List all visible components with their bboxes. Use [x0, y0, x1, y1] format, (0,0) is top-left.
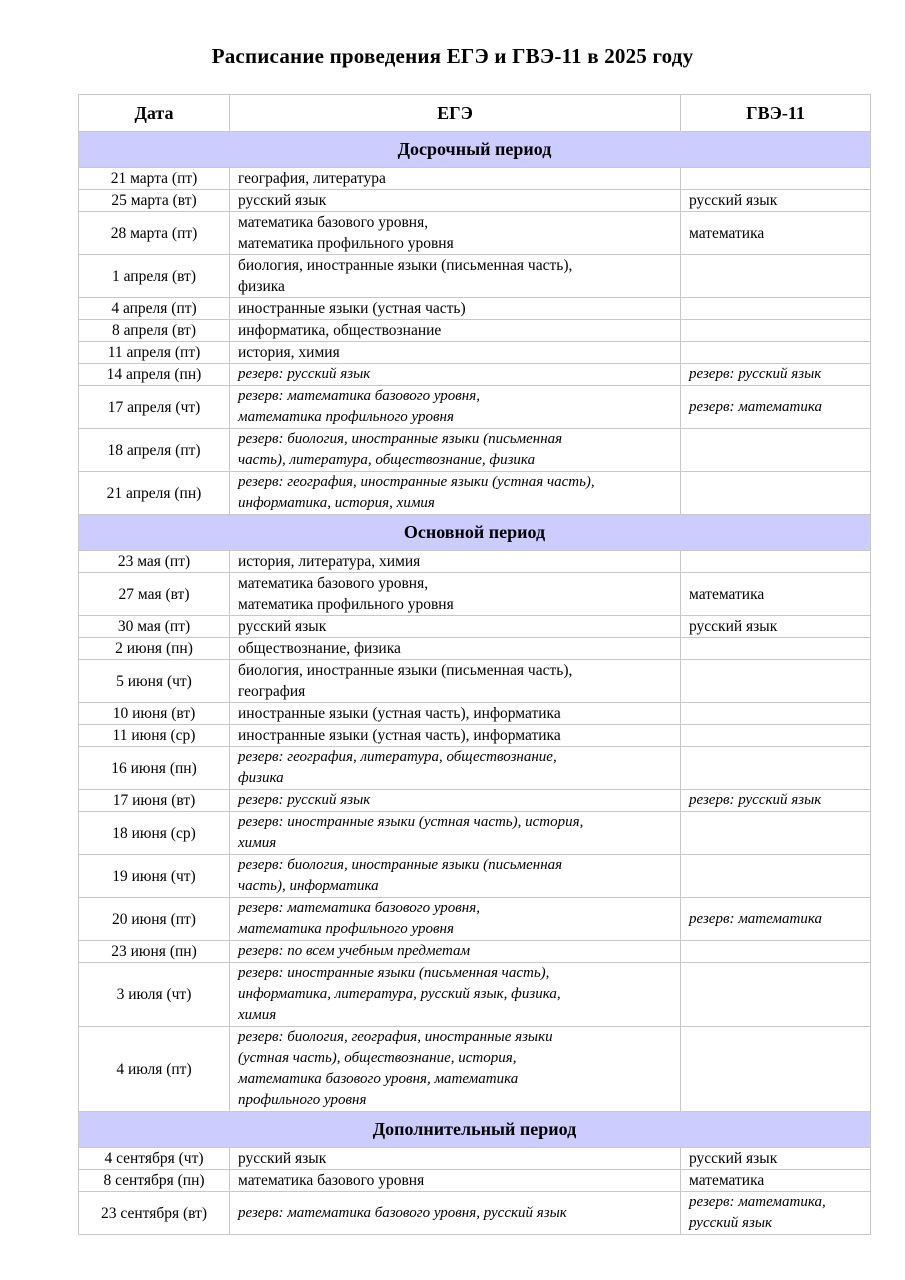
gve-cell: русский язык [681, 190, 871, 212]
date-cell: 5 июня (чт) [79, 660, 230, 703]
date-cell: 17 апреля (чт) [79, 386, 230, 429]
table-row [79, 472, 871, 515]
period-header-row [79, 515, 871, 551]
gve-cell [681, 255, 871, 298]
table-row [79, 298, 871, 320]
table-row [79, 1192, 871, 1235]
date-cell: 18 апреля (пт) [79, 429, 230, 472]
gve-cell: математика [681, 1170, 871, 1192]
gve-cell: русский язык [681, 1148, 871, 1170]
page-title: Расписание проведения ЕГЭ и ГВЭ-11 в 2025 году [211, 44, 694, 68]
date-cell: 23 сентября (вт) [79, 1192, 230, 1235]
date-cell: 20 июня (пт) [79, 898, 230, 941]
date-cell: 2 июня (пн) [79, 638, 230, 660]
table-row [79, 429, 871, 472]
date-cell: 23 июня (пн) [79, 941, 230, 963]
gve-cell [681, 703, 871, 725]
table-row [79, 190, 871, 212]
ege-cell: русский язык [230, 1148, 681, 1170]
date-cell: 4 апреля (пт) [79, 298, 230, 320]
ege-cell: математика базового уровня [230, 1170, 681, 1192]
table-row [79, 1027, 871, 1112]
ege-cell: резерв: биология, иностранные языки (письменная часть), литература, обществознание, физика [230, 429, 681, 472]
gve-cell [681, 472, 871, 515]
schedule-table [78, 94, 871, 1235]
table-row [79, 573, 871, 616]
date-cell: 16 июня (пн) [79, 747, 230, 790]
table-row [79, 551, 871, 573]
date-cell: 4 июля (пт) [79, 1027, 230, 1112]
table-row [79, 342, 871, 364]
gve-cell [681, 1027, 871, 1112]
schedule-body [79, 132, 871, 1235]
gve-cell [681, 725, 871, 747]
ege-cell: география, литература [230, 168, 681, 190]
gve-cell [681, 551, 871, 573]
table-row [79, 941, 871, 963]
ege-cell: резерв: география, иностранные языки (устная часть), информатика, история, химия [230, 472, 681, 515]
table-row [79, 320, 871, 342]
ege-cell: резерв: иностранные языки (устная часть), история, химия [230, 812, 681, 855]
gve-cell [681, 429, 871, 472]
ege-cell: иностранные языки (устная часть), информатика [230, 703, 681, 725]
date-cell: 25 марта (вт) [79, 190, 230, 212]
table-row [79, 212, 871, 255]
period-header-row [79, 132, 871, 168]
date-cell: 14 апреля (пн) [79, 364, 230, 386]
gve-cell [681, 342, 871, 364]
date-cell: 10 июня (вт) [79, 703, 230, 725]
gve-cell: резерв: русский язык [681, 364, 871, 386]
gve-cell [681, 298, 871, 320]
table-row [79, 747, 871, 790]
period-header-row [79, 1112, 871, 1148]
ege-cell: математика базового уровня, математика профильного уровня [230, 212, 681, 255]
table-row [79, 638, 871, 660]
ege-cell: русский язык [230, 616, 681, 638]
date-cell: 8 сентября (пн) [79, 1170, 230, 1192]
ege-cell: история, литература, химия [230, 551, 681, 573]
gve-cell: резерв: русский язык [681, 790, 871, 812]
date-cell: 21 апреля (пн) [79, 472, 230, 515]
table-row [79, 660, 871, 703]
period-title: Досрочный период [79, 132, 871, 168]
ege-cell: резерв: математика базового уровня, математика профильного уровня [230, 898, 681, 941]
header-ege: ЕГЭ [230, 95, 681, 132]
date-cell: 11 апреля (пт) [79, 342, 230, 364]
ege-cell: информатика, обществознание [230, 320, 681, 342]
table-row [79, 1148, 871, 1170]
gve-cell: резерв: математика [681, 386, 871, 429]
period-title: Основной период [79, 515, 871, 551]
date-cell: 21 марта (пт) [79, 168, 230, 190]
date-cell: 23 мая (пт) [79, 551, 230, 573]
date-cell: 19 июня (чт) [79, 855, 230, 898]
ege-cell: резерв: математика базового уровня, математика профильного уровня [230, 386, 681, 429]
gve-cell [681, 638, 871, 660]
date-cell: 4 сентября (чт) [79, 1148, 230, 1170]
table-row [79, 790, 871, 812]
ege-cell: биология, иностранные языки (письменная часть), физика [230, 255, 681, 298]
date-cell: 3 июля (чт) [79, 963, 230, 1027]
gve-cell [681, 941, 871, 963]
gve-cell [681, 168, 871, 190]
ege-cell: обществознание, физика [230, 638, 681, 660]
ege-cell: иностранные языки (устная часть) [230, 298, 681, 320]
gve-cell [681, 747, 871, 790]
table-row [79, 1170, 871, 1192]
period-title: Дополнительный период [79, 1112, 871, 1148]
table-row [79, 364, 871, 386]
ege-cell: математика базового уровня, математика профильного уровня [230, 573, 681, 616]
ege-cell: иностранные языки (устная часть), информатика [230, 725, 681, 747]
date-cell: 1 апреля (вт) [79, 255, 230, 298]
gve-cell: резерв: математика [681, 898, 871, 941]
table-row [79, 963, 871, 1027]
gve-cell [681, 855, 871, 898]
table-row [79, 812, 871, 855]
ege-cell: резерв: география, литература, обществознание, физика [230, 747, 681, 790]
table-row [79, 725, 871, 747]
ege-cell: резерв: математика базового уровня, русский язык [230, 1192, 681, 1235]
ege-cell: резерв: русский язык [230, 364, 681, 386]
gve-cell [681, 660, 871, 703]
date-cell: 18 июня (ср) [79, 812, 230, 855]
gve-cell [681, 812, 871, 855]
ege-cell: резерв: биология, география, иностранные языки (устная часть), обществознание, история, математика базового уровня, математика профильного уровня [230, 1027, 681, 1112]
table-row [79, 855, 871, 898]
date-cell: 8 апреля (вт) [79, 320, 230, 342]
gve-cell: русский язык [681, 616, 871, 638]
gve-cell: математика [681, 573, 871, 616]
ege-cell: резерв: русский язык [230, 790, 681, 812]
header-row [79, 95, 871, 132]
table-row [79, 168, 871, 190]
gve-cell: математика [681, 212, 871, 255]
date-cell: 17 июня (вт) [79, 790, 230, 812]
header-date: Дата [79, 95, 230, 132]
ege-cell: русский язык [230, 190, 681, 212]
gve-cell [681, 963, 871, 1027]
date-cell: 28 марта (пт) [79, 212, 230, 255]
ege-cell: резерв: иностранные языки (письменная часть), информатика, литература, русский язык, физика, химия [230, 963, 681, 1027]
gve-cell: резерв: математика, русский язык [681, 1192, 871, 1235]
table-row [79, 255, 871, 298]
table-row [79, 703, 871, 725]
ege-cell: история, химия [230, 342, 681, 364]
date-cell: 30 мая (пт) [79, 616, 230, 638]
gve-cell [681, 320, 871, 342]
table-row [79, 616, 871, 638]
date-cell: 27 мая (вт) [79, 573, 230, 616]
table-row [79, 386, 871, 429]
ege-cell: резерв: биология, иностранные языки (письменная часть), информатика [230, 855, 681, 898]
date-cell: 11 июня (ср) [79, 725, 230, 747]
ege-cell: резерв: по всем учебным предметам [230, 941, 681, 963]
header-gve: ГВЭ-11 [681, 95, 871, 132]
table-row [79, 898, 871, 941]
ege-cell: биология, иностранные языки (письменная часть), география [230, 660, 681, 703]
